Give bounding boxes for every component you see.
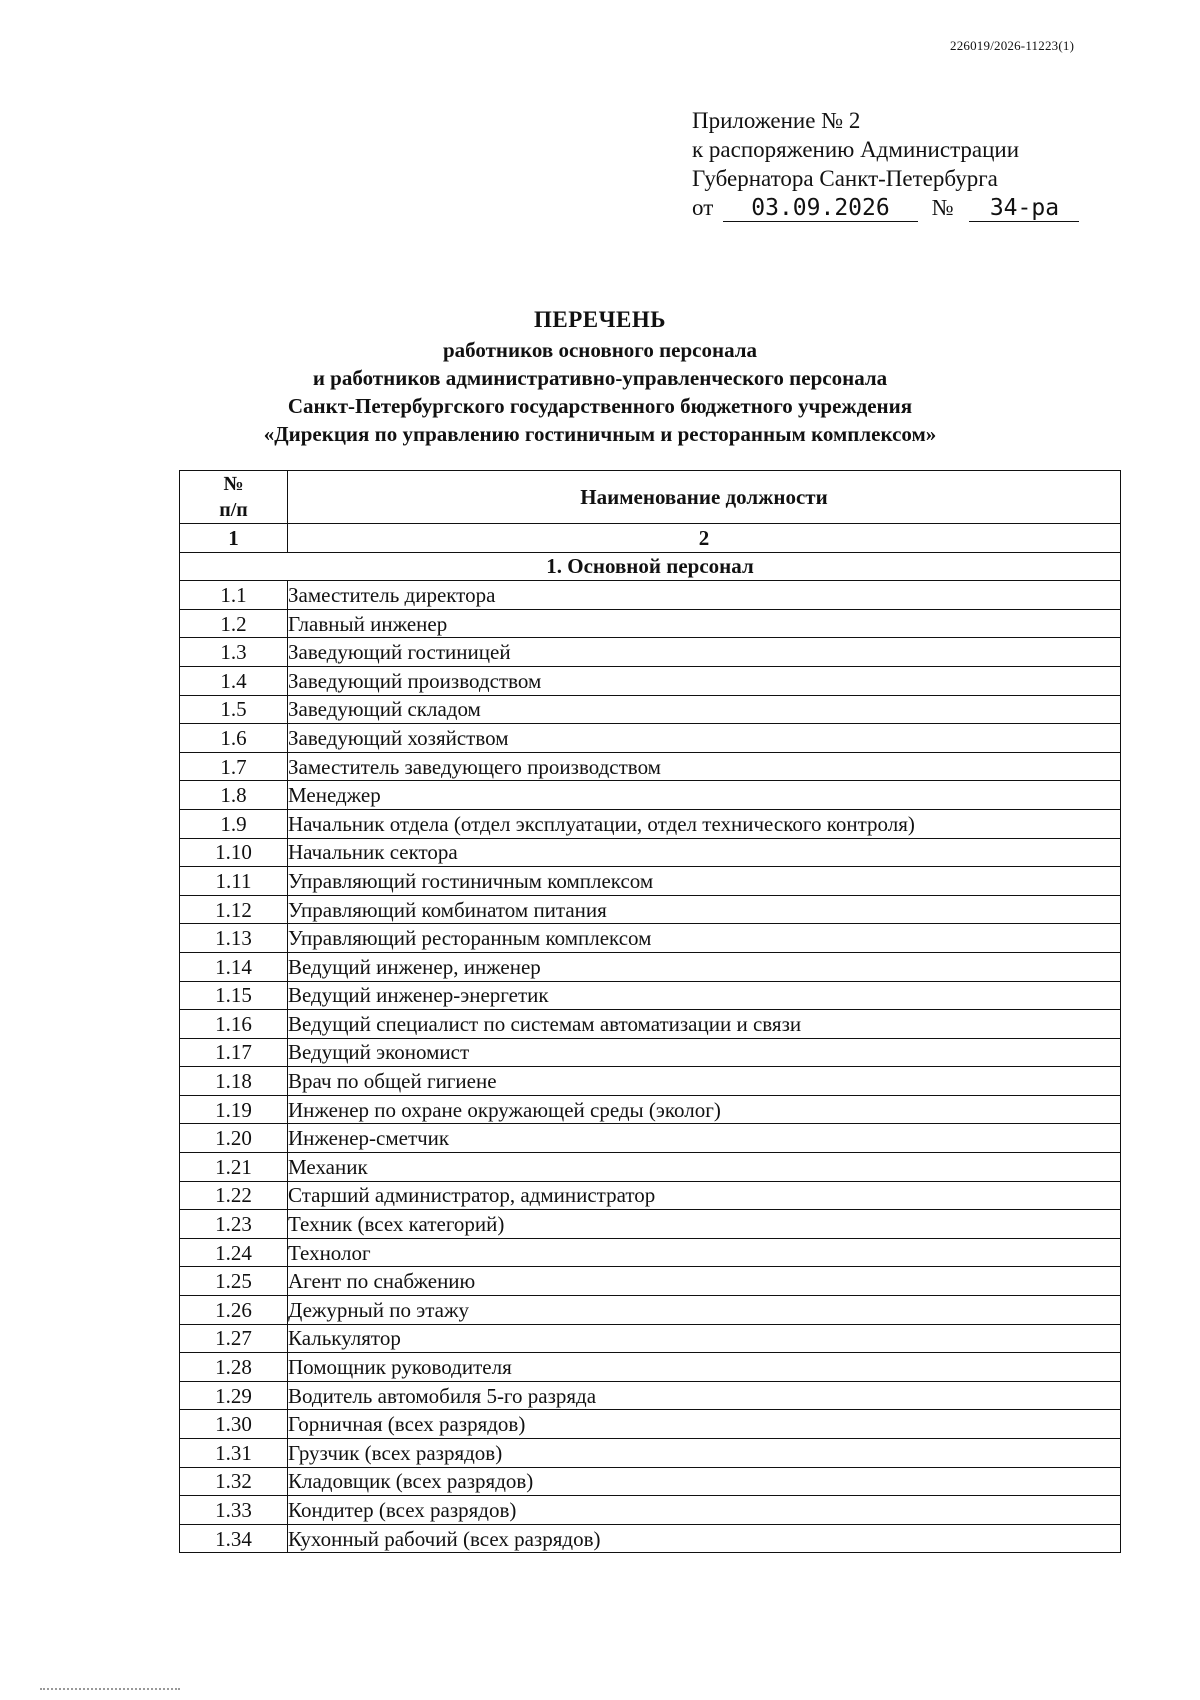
row-number: 1.3 [180, 638, 288, 667]
row-number: 1.33 [180, 1496, 288, 1525]
appendix-line-2: к распоряжению Администрации [692, 137, 1020, 162]
position-name: Управляющий комбинатом питания [288, 895, 1121, 924]
table-header-row [180, 471, 1121, 524]
table-row [180, 1467, 1121, 1496]
title-subline-3: Санкт-Петербургского государственного бюджетного учреждения [287, 394, 913, 418]
date-prefix: от [692, 195, 714, 220]
title-subline-4: «Дирекция по управлению гостиничным и ресторанным комплексом» [263, 422, 937, 446]
position-name: Ведущий специалист по системам автоматизации и связи [288, 1010, 1121, 1039]
position-name: Заведующий хозяйством [288, 724, 1121, 753]
row-number: 1.20 [180, 1124, 288, 1153]
position-name: Заведующий складом [288, 695, 1121, 724]
appendix-line-3: Губернатора Санкт-Петербурга [692, 166, 998, 191]
position-name: Ведущий инженер, инженер [288, 952, 1121, 981]
row-number: 1.18 [180, 1067, 288, 1096]
row-number: 1.16 [180, 1010, 288, 1039]
position-name: Инженер по охране окружающей среды (эколог) [288, 1095, 1121, 1124]
table-row [180, 1410, 1121, 1439]
row-number: 1.19 [180, 1095, 288, 1124]
table-row [180, 1267, 1121, 1296]
row-number: 1.10 [180, 838, 288, 867]
table-row [180, 1095, 1121, 1124]
table-row [180, 1524, 1121, 1553]
row-number: 1.7 [180, 752, 288, 781]
position-name: Управляющий ресторанным комплексом [288, 924, 1121, 953]
table-row [180, 1010, 1121, 1039]
table-row [180, 695, 1121, 724]
row-number: 1.31 [180, 1439, 288, 1468]
position-name: Водитель автомобиля 5-го разряда [288, 1381, 1121, 1410]
position-name: Калькулятор [288, 1324, 1121, 1353]
table-row [180, 867, 1121, 896]
position-name: Управляющий гостиничным комплексом [288, 867, 1121, 896]
row-number: 1.23 [180, 1210, 288, 1239]
row-number: 1.6 [180, 724, 288, 753]
position-name: Технолог [288, 1238, 1121, 1267]
table-row [180, 1238, 1121, 1267]
position-name: Техник (всех категорий) [288, 1210, 1121, 1239]
appendix-line-date [692, 193, 1079, 222]
row-number: 1.26 [180, 1296, 288, 1325]
position-name: Менеджер [288, 781, 1121, 810]
table-row [180, 1324, 1121, 1353]
position-name: Начальник сектора [288, 838, 1121, 867]
row-number: 1.17 [180, 1038, 288, 1067]
table-row [180, 581, 1121, 610]
decree-number: 34-ра [969, 196, 1079, 222]
row-number: 1.27 [180, 1324, 288, 1353]
column-index-row [180, 524, 1121, 553]
decree-date: 03.09.2026 [723, 196, 918, 222]
table-row [180, 1296, 1121, 1325]
position-name: Заместитель заведующего производством [288, 752, 1121, 781]
row-number: 1.22 [180, 1181, 288, 1210]
table-row [180, 1381, 1121, 1410]
table-row [180, 1210, 1121, 1239]
section-title: 1. Основной персонал [180, 552, 1121, 581]
position-name: Агент по снабжению [288, 1267, 1121, 1296]
position-name: Ведущий инженер-энергетик [288, 981, 1121, 1010]
table-row [180, 1153, 1121, 1182]
section-row [180, 552, 1121, 581]
column-index-2: 2 [288, 524, 1121, 553]
position-name: Начальник отдела (отдел эксплуатации, отдел технического контроля) [288, 809, 1121, 838]
table-row [180, 1353, 1121, 1382]
row-number: 1.14 [180, 952, 288, 981]
table-row [180, 666, 1121, 695]
position-name: Горничная (всех разрядов) [288, 1410, 1121, 1439]
position-name: Механик [288, 1153, 1121, 1182]
appendix-line-1: Приложение № 2 [692, 108, 861, 133]
position-name: Врач по общей гигиене [288, 1067, 1121, 1096]
row-number: 1.32 [180, 1467, 288, 1496]
table-row [180, 924, 1121, 953]
table-row [180, 609, 1121, 638]
position-name: Помощник руководителя [288, 1353, 1121, 1382]
position-name: Кондитер (всех разрядов) [288, 1496, 1121, 1525]
table-row [180, 895, 1121, 924]
row-number: 1.25 [180, 1267, 288, 1296]
header-number: № п/п [180, 471, 288, 524]
document-title: ПЕРЕЧЕНЬ [534, 307, 666, 332]
row-number: 1.9 [180, 809, 288, 838]
appendix-block [692, 106, 1079, 222]
position-name: Дежурный по этажу [288, 1296, 1121, 1325]
row-number: 1.5 [180, 695, 288, 724]
table-row [180, 952, 1121, 981]
row-number: 1.21 [180, 1153, 288, 1182]
table-row [180, 781, 1121, 810]
document-title-block [0, 304, 1200, 448]
row-number: 1.15 [180, 981, 288, 1010]
registration-id: 226019/2026-11223(1) [950, 38, 1075, 53]
position-name: Кладовщик (всех разрядов) [288, 1467, 1121, 1496]
column-index-1: 1 [180, 524, 288, 553]
table-row [180, 1496, 1121, 1525]
table-row [180, 1439, 1121, 1468]
position-name: Заведующий гостиницей [288, 638, 1121, 667]
row-number: 1.11 [180, 867, 288, 896]
position-name: Старший администратор, администратор [288, 1181, 1121, 1210]
row-number: 1.4 [180, 666, 288, 695]
title-subline-2: и работников административно-управленческого персонала [312, 366, 888, 390]
position-name: Кухонный рабочий (всех разрядов) [288, 1524, 1121, 1553]
row-number: 1.2 [180, 609, 288, 638]
row-number: 1.30 [180, 1410, 288, 1439]
table-row [180, 981, 1121, 1010]
table-row [180, 838, 1121, 867]
position-name: Ведущий экономист [288, 1038, 1121, 1067]
header-position-name: Наименование должности [288, 471, 1121, 524]
row-number: 1.8 [180, 781, 288, 810]
position-name: Инженер-сметчик [288, 1124, 1121, 1153]
table-row [180, 1038, 1121, 1067]
row-number: 1.24 [180, 1238, 288, 1267]
table-row [180, 1181, 1121, 1210]
row-number: 1.12 [180, 895, 288, 924]
row-number: 1.13 [180, 924, 288, 953]
table-row [180, 1124, 1121, 1153]
row-number: 1.34 [180, 1524, 288, 1553]
page-bottom-mark [40, 1688, 180, 1696]
position-name: Грузчик (всех разрядов) [288, 1439, 1121, 1468]
table-row [180, 809, 1121, 838]
row-number: 1.28 [180, 1353, 288, 1382]
positions-table [179, 470, 1121, 1553]
position-name: Заместитель директора [288, 581, 1121, 610]
row-number: 1.1 [180, 581, 288, 610]
position-name: Главный инженер [288, 609, 1121, 638]
row-number: 1.29 [180, 1381, 288, 1410]
table-row [180, 752, 1121, 781]
title-subline-1: работников основного персонала [442, 338, 758, 362]
number-prefix: № [931, 195, 954, 220]
table-row [180, 638, 1121, 667]
table-row [180, 1067, 1121, 1096]
position-name: Заведующий производством [288, 666, 1121, 695]
table-row [180, 724, 1121, 753]
